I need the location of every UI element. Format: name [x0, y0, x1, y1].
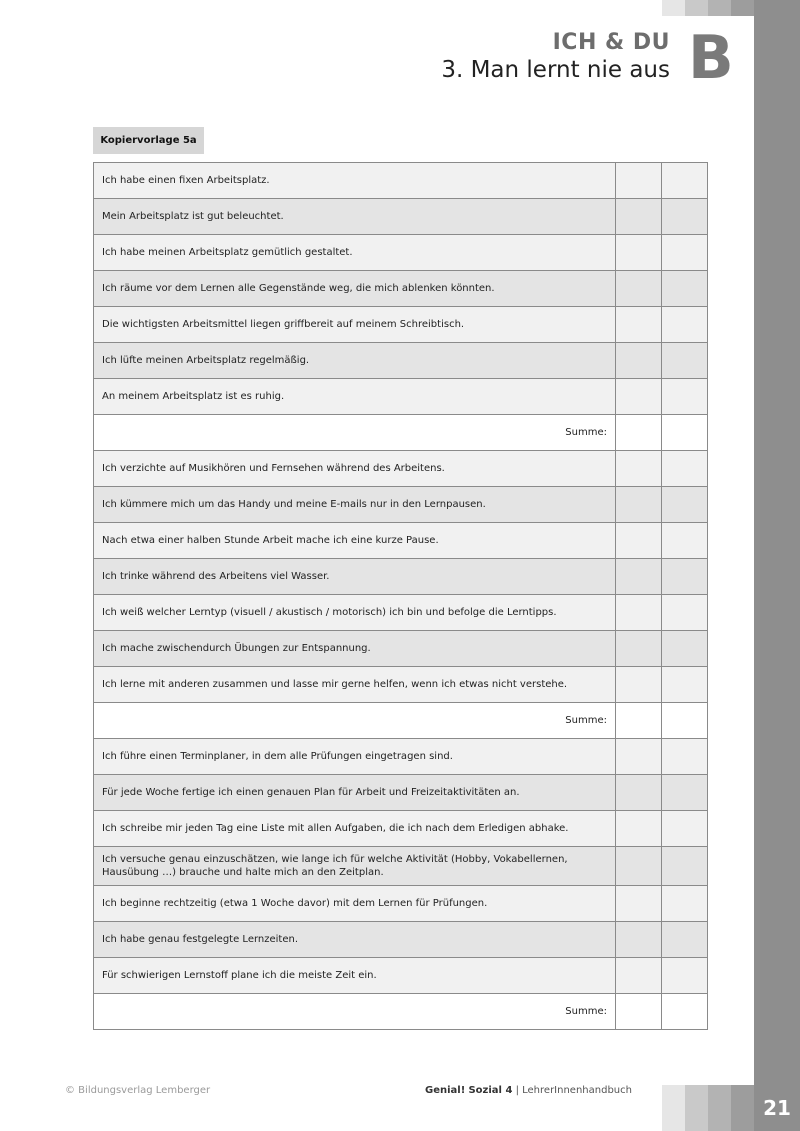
sum-cell[interactable]: [662, 994, 708, 1030]
answer-cell[interactable]: [662, 595, 708, 631]
statement-cell: Ich versuche genau einzuschätzen, wie lange ich für welche Aktivität (Hobby, Vokabellernen, Hausübung …) brauche und halte mich an den Zeitplan.: [94, 847, 616, 886]
table-row: [94, 163, 708, 199]
table-row: [94, 667, 708, 703]
statement-cell: Die wichtigsten Arbeitsmittel liegen griffbereit auf meinem Schreibtisch.: [94, 307, 616, 343]
answer-cell[interactable]: [616, 958, 662, 994]
side-color-bar: [754, 0, 800, 1131]
answer-cell[interactable]: [662, 487, 708, 523]
answer-cell[interactable]: [662, 958, 708, 994]
statement-cell: Ich kümmere mich um das Handy und meine E-mails nur in den Lernpausen.: [94, 487, 616, 523]
answer-cell[interactable]: [662, 847, 708, 886]
answer-cell[interactable]: [616, 667, 662, 703]
sum-cell[interactable]: [616, 703, 662, 739]
book-suffix: | LehrerInnenhandbuch: [512, 1085, 632, 1096]
statement-cell: Ich mache zwischendurch Übungen zur Entspannung.: [94, 631, 616, 667]
answer-cell[interactable]: [662, 343, 708, 379]
checklist-table: [93, 162, 708, 1030]
table-row: [94, 199, 708, 235]
table-row: [94, 886, 708, 922]
table-row: [94, 595, 708, 631]
statement-cell: Ich beginne rechtzeitig (etwa 1 Woche davor) mit dem Lernen für Prüfungen.: [94, 886, 616, 922]
statement-cell: Ich führe einen Terminplaner, in dem alle Prüfungen eingetragen sind.: [94, 739, 616, 775]
bottom-decoration: [662, 1085, 754, 1131]
answer-cell[interactable]: [662, 667, 708, 703]
sum-label: Summe:: [94, 994, 616, 1030]
answer-cell[interactable]: [662, 631, 708, 667]
answer-cell[interactable]: [662, 922, 708, 958]
table-row: [94, 307, 708, 343]
section-letter: B: [688, 23, 734, 93]
answer-cell[interactable]: [616, 559, 662, 595]
answer-cell[interactable]: [662, 271, 708, 307]
table-row: [94, 451, 708, 487]
answer-cell[interactable]: [662, 739, 708, 775]
answer-cell[interactable]: [616, 451, 662, 487]
sum-cell[interactable]: [662, 703, 708, 739]
table-row: [94, 343, 708, 379]
answer-cell[interactable]: [616, 487, 662, 523]
answer-cell[interactable]: [662, 379, 708, 415]
statement-cell: Ich habe genau festgelegte Lernzeiten.: [94, 922, 616, 958]
sum-row: [94, 415, 708, 451]
statement-cell: Ich habe einen fixen Arbeitsplatz.: [94, 163, 616, 199]
answer-cell[interactable]: [616, 775, 662, 811]
book-name: Sozial 4: [468, 1085, 513, 1096]
statement-cell: Ich schreibe mir jeden Tag eine Liste mit allen Aufgaben, die ich nach dem Erledigen abhake.: [94, 811, 616, 847]
page-header: [441, 30, 670, 84]
sum-cell[interactable]: [616, 994, 662, 1030]
answer-cell[interactable]: [616, 631, 662, 667]
answer-cell[interactable]: [616, 271, 662, 307]
answer-cell[interactable]: [616, 739, 662, 775]
table-row: [94, 922, 708, 958]
top-decoration: [662, 0, 754, 16]
worksheet-label: Kopiervorlage 5a: [93, 127, 204, 154]
statement-cell: Ich verzichte auf Musikhören und Fernsehen während des Arbeitens.: [94, 451, 616, 487]
answer-cell[interactable]: [662, 811, 708, 847]
table-row: [94, 739, 708, 775]
statement-cell: Ich lüfte meinen Arbeitsplatz regelmäßig.: [94, 343, 616, 379]
answer-cell[interactable]: [662, 775, 708, 811]
sum-label: Summe:: [94, 415, 616, 451]
sum-cell[interactable]: [616, 415, 662, 451]
answer-cell[interactable]: [616, 379, 662, 415]
table-row: [94, 775, 708, 811]
answer-cell[interactable]: [616, 523, 662, 559]
answer-cell[interactable]: [616, 343, 662, 379]
sum-cell[interactable]: [662, 415, 708, 451]
answer-cell[interactable]: [662, 559, 708, 595]
table-row: [94, 271, 708, 307]
table-row: [94, 847, 708, 886]
sum-row: [94, 994, 708, 1030]
answer-cell[interactable]: [616, 811, 662, 847]
statement-cell: Mein Arbeitsplatz ist gut beleuchtet.: [94, 199, 616, 235]
table-row: [94, 958, 708, 994]
sum-label: Summe:: [94, 703, 616, 739]
answer-cell[interactable]: [662, 886, 708, 922]
answer-cell[interactable]: [662, 235, 708, 271]
book-title: [425, 1085, 632, 1096]
section-title: 3. Man lernt nie aus: [441, 57, 670, 83]
book-brand: Genial!: [425, 1085, 466, 1096]
answer-cell[interactable]: [616, 922, 662, 958]
answer-cell[interactable]: [616, 199, 662, 235]
statement-cell: An meinem Arbeitsplatz ist es ruhig.: [94, 379, 616, 415]
answer-cell[interactable]: [616, 886, 662, 922]
table-row: [94, 559, 708, 595]
statement-cell: Für jede Woche fertige ich einen genauen Plan für Arbeit und Freizeitaktivitäten an.: [94, 775, 616, 811]
answer-cell[interactable]: [662, 523, 708, 559]
answer-cell[interactable]: [662, 451, 708, 487]
table-row: [94, 235, 708, 271]
answer-cell[interactable]: [616, 307, 662, 343]
statement-cell: Nach etwa einer halben Stunde Arbeit mache ich eine kurze Pause.: [94, 523, 616, 559]
answer-cell[interactable]: [662, 199, 708, 235]
answer-cell[interactable]: [616, 163, 662, 199]
statement-cell: Ich lerne mit anderen zusammen und lasse mir gerne helfen, wenn ich etwas nicht verstehe.: [94, 667, 616, 703]
copyright-text: © Bildungsverlag Lemberger: [65, 1085, 211, 1096]
answer-cell[interactable]: [662, 307, 708, 343]
answer-cell[interactable]: [616, 235, 662, 271]
statement-cell: Ich weiß welcher Lerntyp (visuell / akustisch / motorisch) ich bin und befolge die Lerntipps.: [94, 595, 616, 631]
table-row: [94, 487, 708, 523]
statement-cell: Ich habe meinen Arbeitsplatz gemütlich gestaltet.: [94, 235, 616, 271]
statement-cell: Ich trinke während des Arbeitens viel Wasser.: [94, 559, 616, 595]
page-number: 21: [754, 1085, 800, 1131]
statement-cell: Für schwierigen Lernstoff plane ich die meiste Zeit ein.: [94, 958, 616, 994]
answer-cell[interactable]: [662, 163, 708, 199]
sum-row: [94, 703, 708, 739]
table-row: [94, 379, 708, 415]
answer-cell[interactable]: [616, 595, 662, 631]
table-row: [94, 523, 708, 559]
statement-cell: Ich räume vor dem Lernen alle Gegenstände weg, die mich ablenken könnten.: [94, 271, 616, 307]
chapter-title: ICH & DU: [552, 30, 670, 55]
table-row: [94, 631, 708, 667]
answer-cell[interactable]: [616, 847, 662, 886]
table-row: [94, 811, 708, 847]
